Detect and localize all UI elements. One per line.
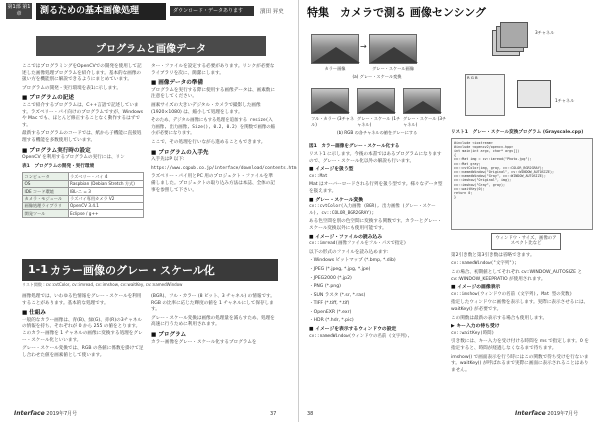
- code-line: cv::waitKey(0);: [454, 186, 485, 191]
- chapter-title: 測るための基本画像処理: [36, 3, 166, 20]
- section-number: 1-1: [28, 263, 48, 276]
- paragraph: 画素サイズの大きいデジタル・カメラで撮影した画像 (1920×1080) は、縮小して処理をします。: [151, 102, 261, 115]
- gray-photo: [369, 34, 417, 64]
- issue-date: 2019年7月号: [46, 411, 78, 417]
- subheading: ▶ キー入力の待ち受け: [451, 324, 500, 330]
- text-column-1: [22, 64, 144, 248]
- magazine-name: Interface: [515, 410, 546, 417]
- section-banner: [36, 36, 266, 56]
- table-caption: 表1 プログラムの開発・実行環境: [22, 163, 95, 169]
- download-badge: ダウンロード・データあります: [170, 6, 254, 16]
- table-cell: ラズベリー・パイ 4: [68, 173, 143, 180]
- left-page: [0, 0, 299, 422]
- paragraph: OpenCV を利用するプログラムの実行には、リン: [22, 155, 125, 161]
- code-inline: cv::cvtColor(入力画像 (BGR), 出力画像 (グレー・スケール), cv::COLOR_BGR2GRAY);: [309, 204, 436, 216]
- paragraph: (BGR)、フル・カラー (8 ビット、3 チャネル) の情報です。RGB の比率に応じた輝度の値を 1 チャネルにして保存します。: [151, 294, 275, 313]
- paragraph: この関数は最新の表示する場合も使用します。: [451, 315, 548, 321]
- code-listing: [451, 138, 593, 230]
- paragraph: 指定したウィンドウに画像を表示します。実際に表示させるには、waitKey() が必要です。: [451, 300, 589, 312]
- code-line: cv::cvtColor(img, gray, cv::COLOR_BGR2GRAY);: [454, 165, 544, 170]
- paragraph: グレー・スケール変換は画像の処理量を減らすため、処理を高速に行うために利用されます。: [151, 315, 275, 328]
- paragraph: この場合、初期値としてそれぞれ cv::WINDOW_AUTOSIZE と cv::WINDOW_KEEPRATIO が使用されます。: [451, 269, 583, 282]
- table-cell: IDE コード環境: [23, 188, 69, 195]
- subheading: ■ イメージの画像表示: [451, 285, 501, 291]
- table-cell: Eclipse / g++: [68, 210, 143, 217]
- gray-plane-1ch: [357, 88, 395, 114]
- figure-caption: 図1 カラー画像をグレー・スケール化する: [309, 144, 400, 149]
- paragraph: ここで、その処理を行いながら進めることもできます。: [151, 139, 266, 145]
- code-inline: cv::namedWindow(ウィンドウの名前 (文字列),: [309, 333, 410, 339]
- plane-label: グレー・スケール (3チャネル): [403, 116, 447, 127]
- footer: [14, 410, 77, 417]
- code-line: {: [454, 153, 457, 158]
- magazine-name: Interface: [14, 410, 45, 417]
- code-line: cv::Mat gray;: [454, 161, 481, 166]
- subheading: ■ イメージ・ファイルの読み込み: [309, 234, 383, 240]
- issue-date: 2019年7月号: [547, 411, 579, 417]
- paragraph: リスト1 に示します。今後の本書ではあるプログラムになりますので、グレー・スケール化以外の解説も行います。: [309, 152, 442, 164]
- paragraph: 最新するプログラムのコードでは、紙から子機能に直接処理する機能を多数使用しています。: [22, 131, 142, 143]
- subheading: ■ イメージを扱う型: [309, 167, 354, 173]
- paragraph: ター・ファイルを設定する必要があります。リンクが必要なライブラリを次に、簡潔にします。: [151, 64, 275, 76]
- code-line: cv::namedWindow("Gray", cv::WINDOW_AUTOSIZE);: [454, 174, 546, 179]
- table-row: [23, 202, 144, 209]
- code-line: }: [454, 195, 457, 200]
- page-number: 38: [307, 411, 314, 417]
- code-line: #include <opencv2/opencv.hpp>: [454, 144, 514, 149]
- author-name: 濱田 昇史: [260, 9, 284, 15]
- paragraph: 入手先はP 以下:: [151, 157, 185, 163]
- paragraph: プログラムの開発・実行環境を表1に示します。: [22, 85, 121, 91]
- table-row: [23, 210, 144, 217]
- table-cell: カメラ・モジュール: [23, 195, 69, 202]
- subheading: ■ 画像データの準備: [151, 80, 203, 87]
- figure-subcaption: (b) RGB の各チャネルの値をグレーにする: [337, 130, 418, 135]
- paragraph: ある色空間を別の色空間に変換する関数です。カラーとグレー・スケール変換以外にも使用可能です。: [309, 219, 442, 231]
- callout-box: ウィンドウ・サイズ、画像のアスペクト比など: [491, 233, 561, 250]
- subheading: ■ 仕組み: [22, 310, 47, 317]
- footer: [515, 410, 578, 417]
- paragraph: カラー画像をグレー・スケール化するプログラムを: [151, 339, 257, 345]
- text-column-2: [151, 64, 297, 248]
- color-photo: [311, 34, 359, 64]
- table-row: [23, 188, 144, 195]
- table-cell: Raspbian (Debian Stretch 方式): [68, 180, 143, 187]
- section-title: プログラムと画像データ: [96, 44, 206, 55]
- text-column-1: [309, 152, 444, 410]
- code-line: cv::imshow("Gray", gray);: [454, 182, 506, 187]
- download-url[interactable]: https://www.cqpub.co.jp/interface/download/contents.htm: [151, 165, 297, 171]
- gray-grid: [517, 80, 551, 108]
- spec-table: [22, 172, 144, 217]
- paragraph: ここで紹介するプログラムは、C++言語で記述しています。ラズベリー・パイ向けのプログラムですが、Windows や Mac でも、ほとんど修正することなく動作するはずです。: [22, 102, 144, 128]
- paragraph: ここではプログラミングをOpenCVでの開発を使用して記述した画像処理プログラムを紹介します。基本的な画像の扱い方を機能別に解説できるようにまとめています。: [22, 64, 142, 83]
- list-item: ・OpenEXR (*.exr): [309, 309, 352, 315]
- page-number: 37: [270, 411, 277, 417]
- paragraph: Mat はオーバーロードされる行列を扱う型です。様々なデータ型を扱えます。: [309, 182, 443, 194]
- channel-cube: [500, 22, 528, 48]
- paragraph: そのため、デジタル画像にもする処理を追加する resize(入力画像, 出力画像, Size(), 0.2, 0.2) を関数で画像の縮小が必要になります。: [151, 118, 276, 137]
- figure-1: [307, 22, 592, 140]
- code-inline: cv::imshow(ウィンドウの名前 (文字列), Mat 型の変数): [451, 291, 573, 297]
- list-item: ・PNG (*.png): [309, 284, 341, 290]
- code-inline: cv::namedWindow("文字列");: [451, 261, 518, 267]
- subheading: ■ グレー・スケール変換: [309, 197, 364, 203]
- table-cell: IBL-ニ = 3: [68, 188, 143, 195]
- paragraph: 引き数には、キー入力を受け付ける時間を ms で指定します。0 を指定すると、時間が経過しなくなるまで待ちます。: [451, 339, 589, 351]
- photo-label: カラー画像: [324, 66, 346, 71]
- list-item: ・TIFF (*.tiff, *.tif): [309, 301, 350, 307]
- list-item: ・Windows ビットマップ (*.bmp, *.dib): [309, 258, 396, 264]
- list-caption: リスト1 グレー・スケール変換プログラム (Grayscale.cpp): [451, 130, 584, 135]
- channel-value-box: R G B: [465, 74, 505, 116]
- table-row: [23, 173, 144, 180]
- paragraph: 画像処理では、いわゆる色情報をグレー・スケールを利用することがあります。基本的な処理です。: [22, 294, 142, 306]
- subheading: ■ プログラム: [151, 331, 187, 338]
- list-item: ・JPEG2000 (*.jp2): [309, 275, 352, 281]
- table-cell: コンピュータ: [23, 173, 69, 180]
- arrow-icon: →: [360, 42, 367, 51]
- subheading: ■ プログラムの記述: [22, 95, 74, 102]
- list-item: ・SUN ラスタ (*.sr, *.ras): [309, 292, 366, 298]
- table-cell: 開発ツール: [23, 210, 69, 217]
- feature-header: 特集 カメラで測る 画像センシング: [307, 6, 487, 19]
- list-item: ・JPEG (*.jpeg, *.jpg, *.jpe): [309, 266, 371, 272]
- channel-label: 3チャネル: [535, 30, 555, 35]
- code-line: return 0;: [454, 191, 473, 196]
- code-line: cv::Mat img = cv::imread("Photo.jpg");: [454, 157, 532, 162]
- table-cell: OS: [23, 180, 69, 187]
- text-column-4: [151, 294, 276, 409]
- text-column-3: [22, 294, 144, 409]
- table-row: [23, 195, 144, 202]
- photo-label: グレー・スケール画像: [372, 66, 414, 71]
- subheading: ■ イメージを表示するウィンドウの設定: [309, 327, 397, 333]
- paragraph: 以下の形式のファイルを読み込めます:: [309, 249, 389, 255]
- table-cell: ラズパイ専用カメラ V2: [68, 195, 143, 202]
- plane-label: フル・カラー (3チャネル): [311, 116, 355, 127]
- figure-subcaption: (a) グレー・スケール変換: [352, 74, 402, 79]
- code-line: #include <iostream>: [454, 140, 493, 145]
- chapter-badge: 第1部 第1章: [7, 4, 31, 17]
- code-line: cv::namedWindow("Original", cv::WINDOW_AUTOSIZE);: [454, 170, 555, 175]
- table-cell: 画像処理ライブラリ: [23, 202, 69, 209]
- table-row: [23, 180, 144, 187]
- section-functions: リスト関数 : cv::cvtColor, cv::imread, cv::imshow, cv::waitKey, cv::namedWindow: [22, 282, 183, 287]
- channel-label: 1チャネル: [555, 98, 575, 103]
- subheading: ■ プログラム実行時の設定: [22, 147, 91, 154]
- gray-plane-3ch: [403, 88, 441, 114]
- color-plane: [311, 88, 349, 114]
- code-inline: cv::Mat: [309, 173, 328, 179]
- subheading: ■ プログラムの入手先: [151, 149, 209, 156]
- section-title: カラー画像のグレー・スケール化: [50, 264, 215, 277]
- code-inline: cv::imread(画像ファイルをフル・パスで指定): [309, 241, 407, 247]
- paragraph: グレー・スケール変換では、RGB の各値に係数を掛けて足し合わせた値を画素値として使います。: [22, 346, 144, 358]
- text-column-2: [451, 128, 593, 410]
- list-item: ・HDR (*.hdr, *.pic): [309, 318, 354, 324]
- paragraph: ラズベリー・パイ用とPC 用のプロジェクト・ファイルを準備しました。プロジェクトの取り込み方法は本誌、全体の記事を参照して下さい。: [151, 174, 275, 193]
- code-line: cv::imshow("Original", img);: [454, 178, 512, 183]
- plane-label: グレー・スケール (1チャネル): [357, 116, 401, 127]
- code-inline: cv::waitKey(時間): [451, 330, 495, 336]
- right-page: [301, 0, 600, 422]
- paragraph: 一般的なカラー画像は、青(B)、緑(G)、赤(R)の3チャネルの情報を持ち、それぞれが 0 から 255 の値をとります。このカラー画像を 1 チャネルの画像に変換する処理をグレー・スケール化といいます。: [22, 317, 143, 343]
- code-line: int main(int argc, char* argv[]): [454, 149, 520, 153]
- paragraph: 第2引き数と第3引き数は省略できます。: [451, 252, 535, 258]
- table-cell: OpenCV 3.4.1: [68, 202, 143, 209]
- section-banner-2: [22, 259, 278, 281]
- paragraph: imshow() で画面表示を行う時にはこの関数で待ち受けを行ないます。waitKey() が呼ばれるまで実際に画面に表示されることはありません。: [451, 354, 589, 373]
- paragraph: プログラムを実行する際に使用する画像データは、画素数に注意をしてください。: [151, 87, 275, 100]
